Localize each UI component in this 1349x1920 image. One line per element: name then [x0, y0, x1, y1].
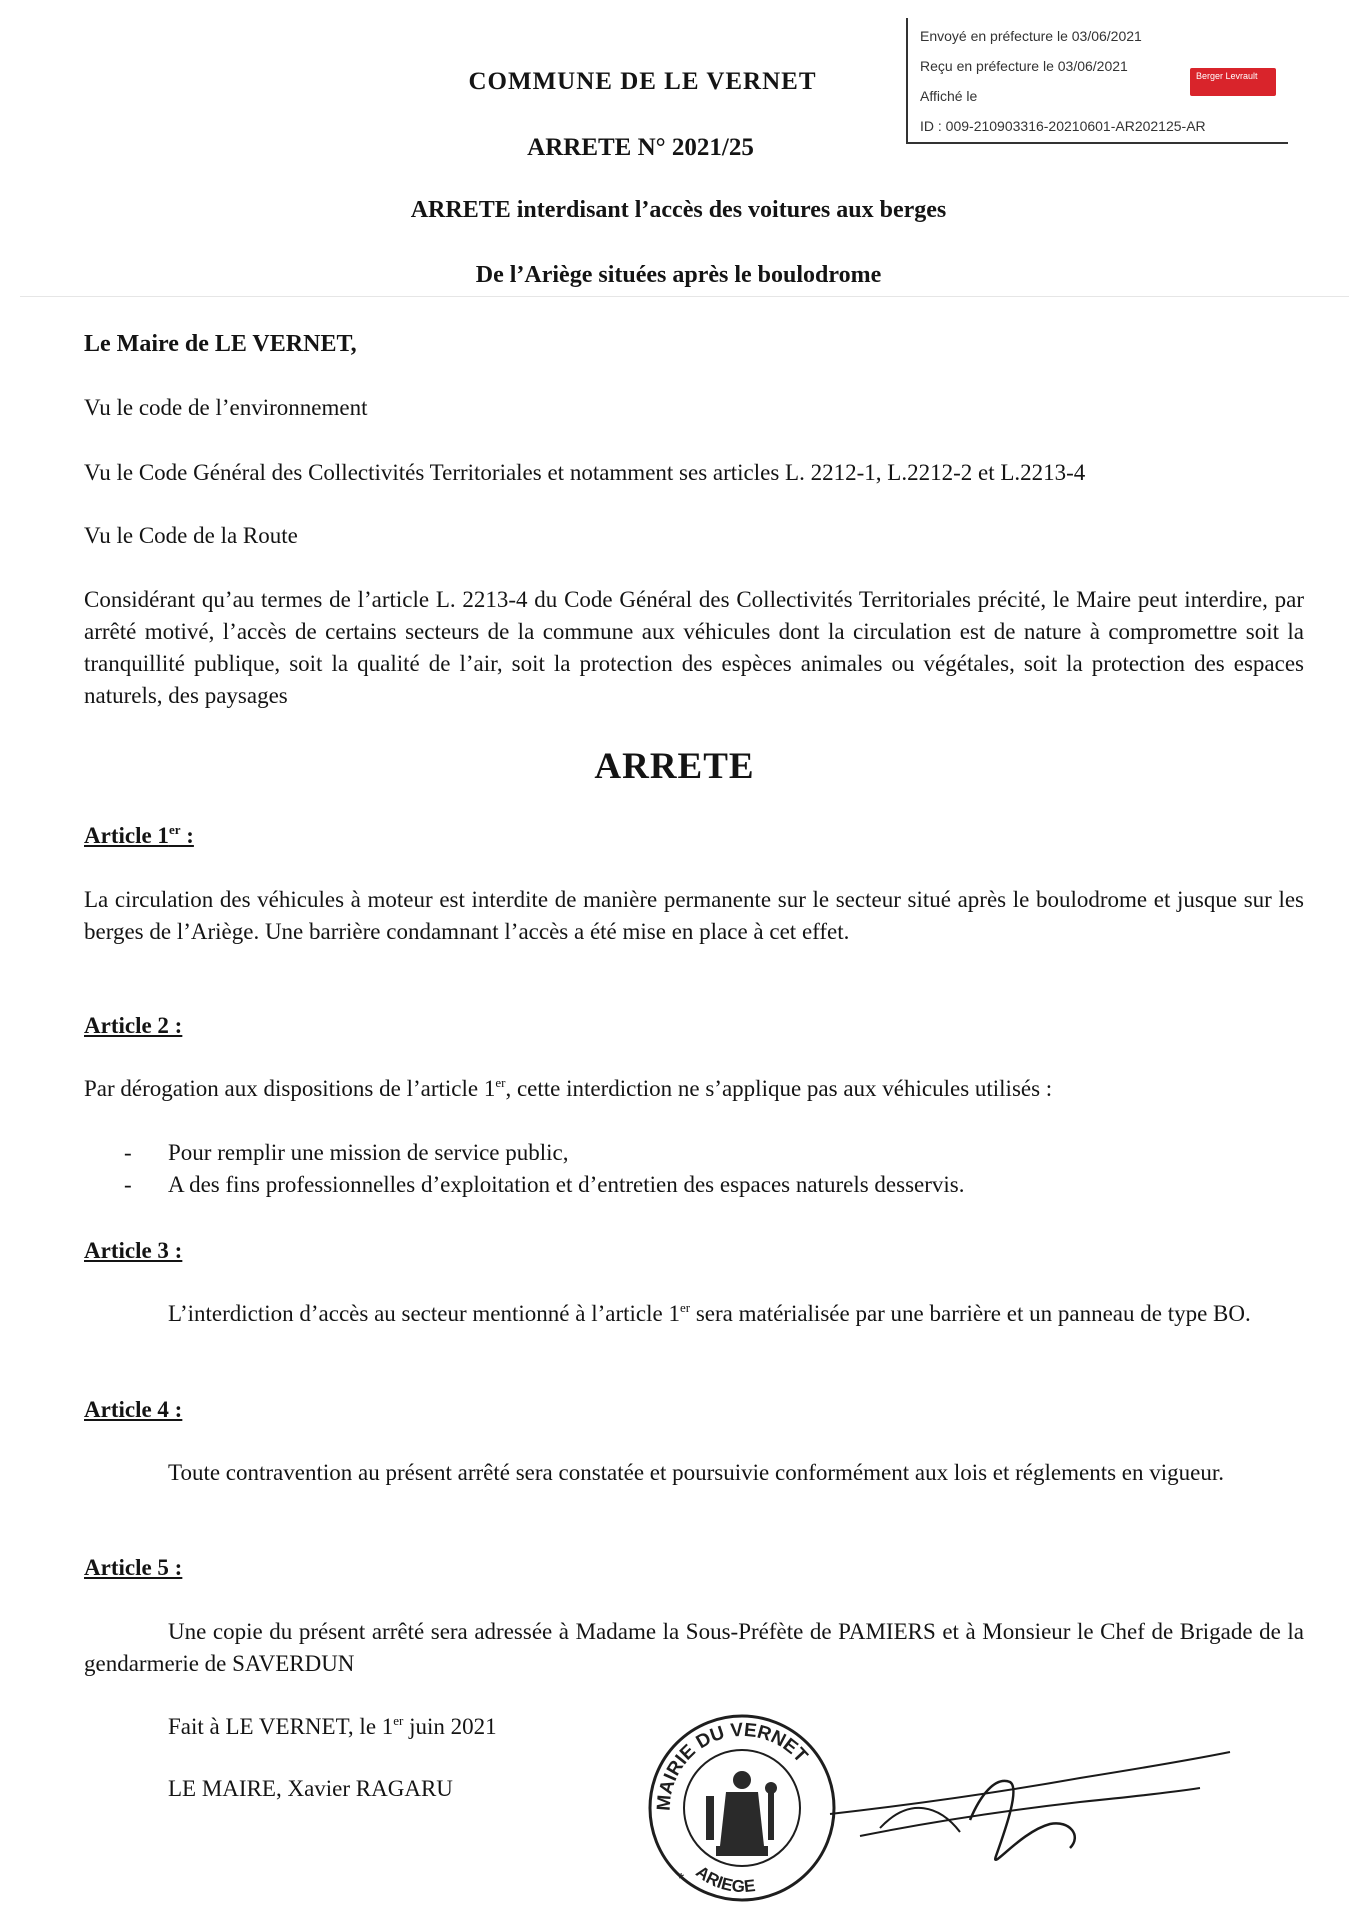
- maire-heading: Le Maire de LE VERNET,: [84, 331, 357, 357]
- article-2-bullet-1: Pour remplir une mission de service public,: [168, 1140, 569, 1165]
- article-3-text: L’interdiction d’accès au secteur mentionné à l’article 1er sera matérialisée par une barrière et un panneau de type BO.: [168, 1300, 1251, 1326]
- article-1-heading: Article 1er :: [84, 822, 194, 848]
- mayor-signature: [820, 1736, 1240, 1876]
- considerant-paragraph: Considérant qu’au termes de l’article L. 2213-4 du Code Général des Collectivités Territoriales précité, le Maire peut interdire, par arrêté motivé, l’accès de certains secteurs de la commune aux véhicules dont la circulation est de nature à compromettre soit la tranquillité publique, soit la qualité de l’air, soit la protection des espèces animales ou végétales, soit la protection des espaces naturels, des paysages: [84, 587, 1304, 708]
- prefecture-id: ID : 009-210903316-20210601-AR202125-AR: [920, 118, 1206, 134]
- article-1-text: La circulation des véhicules à moteur est interdite de manière permanente sur le secteur situé après le boulodrome et jusque sur les berges de l’Ariège. Une barrière condamnant l’accès a été mise en place à cet effet.: [84, 887, 1304, 944]
- prefecture-posted-date: Affiché le: [920, 88, 978, 104]
- vu-environnement: Vu le code de l’environnement: [84, 395, 368, 420]
- seal-bottom-text: ARIEGE: [692, 1862, 757, 1897]
- fait-a-line: Fait à LE VERNET, le 1er juin 2021: [168, 1713, 497, 1739]
- signatory-line: LE MAIRE, Xavier RAGARU: [168, 1776, 453, 1801]
- article-4-heading: Article 4 :: [84, 1397, 183, 1422]
- mairie-seal-stamp: [640, 1706, 840, 1906]
- article-2-heading: Article 2 :: [84, 1013, 183, 1038]
- article-2-bullet-marker: -: [124, 1140, 132, 1165]
- header-divider: [20, 296, 1349, 297]
- arrete-subject-line-1: ARRETE interdisant l’accès des voitures aux berges: [410, 197, 947, 223]
- vu-code-route: Vu le Code de la Route: [84, 523, 298, 548]
- arrete-title: ARRETE: [594, 746, 755, 787]
- svg-text:*: *: [678, 1871, 685, 1888]
- article-5-heading: Article 5 :: [84, 1555, 183, 1580]
- article-3-heading: Article 3 :: [84, 1238, 183, 1263]
- arrete-number: ARRETE N° 2021/25: [527, 134, 754, 161]
- prefecture-received-date: Reçu en préfecture le 03/06/2021: [920, 58, 1128, 74]
- prefecture-sent-date: Envoyé en préfecture le 03/06/2021: [920, 28, 1142, 44]
- article-2-text: Par dérogation aux dispositions de l’article 1er, cette interdiction ne s’applique pas aux véhicules utilisés :: [84, 1075, 1053, 1101]
- article-4-text: Toute contravention au présent arrêté sera constatée et poursuivie conformément aux lois et réglements en vigueur.: [168, 1460, 1225, 1485]
- vu-cgct: Vu le Code Général des Collectivités Territoriales et notamment ses articles L. 2212-1, L.2212-2 et L.2213-4: [84, 460, 1086, 485]
- article-2-bullet-2: A des fins professionnelles d’exploitation et d’entretien des espaces naturels desservis.: [168, 1172, 965, 1197]
- commune-title: COMMUNE DE LE VERNET: [468, 68, 817, 95]
- article-2-bullet-marker: -: [124, 1172, 132, 1197]
- berger-levrault-logo: Berger Levrault: [1190, 68, 1276, 96]
- article-5-text: Une copie du présent arrêté sera adressée à Madame la Sous-Préfète de PAMIERS et à Monsieur le Chef de Brigade de la gendarmerie de SAVERDUN: [84, 1619, 1304, 1676]
- seal-top-text: MAIRIE DU VERNET: [653, 1719, 812, 1812]
- arrete-subject-line-2: De l’Ariège situées après le boulodrome: [475, 262, 882, 288]
